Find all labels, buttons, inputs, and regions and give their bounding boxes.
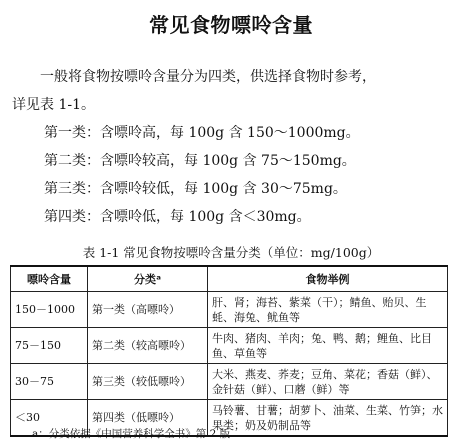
page-title: 常见食物嘌呤含量 (149, 13, 313, 37)
food-examples-cell: 牛肉、猪肉、羊肉；兔、鸭、鹅；鲤鱼、比目鱼、草鱼等 (208, 328, 448, 364)
table-row (11, 328, 448, 364)
header-food-examples: 食物举例 (208, 266, 448, 292)
table-header-row (11, 266, 448, 292)
table-caption: 表 1-1 常见食物按嘌呤含量分类（单位：mg/100g） (82, 245, 380, 260)
table-row (11, 292, 448, 328)
category-3-text: 第三类：含嘌呤较低，每 100g 含 30～75mg。 (44, 181, 347, 197)
purine-table (10, 265, 448, 437)
category-cell: 第一类（高嘌呤） (88, 292, 208, 328)
category-1-text: 第一类：含嘌呤高，每 100g 含 150～1000mg。 (44, 125, 360, 141)
purine-range-cell: 75－150 (11, 328, 88, 364)
header-category: 分类ᵃ (88, 266, 208, 292)
purine-range-cell: 30－75 (11, 364, 88, 400)
category-cell: 第二类（较高嘌呤） (88, 328, 208, 364)
table-footnote: a：分类依据《中国营养科学全书》第 2 版 (32, 428, 231, 440)
purine-range-cell: ＜30 (11, 400, 88, 437)
category-cell: 第四类（低嘌呤） (88, 400, 208, 437)
intro-line-2: 详见表 1-1。 (12, 97, 95, 113)
category-4-text: 第四类：含嘌呤低，每 100g 含＜30mg。 (44, 209, 311, 225)
food-examples-cell: 马铃薯、甘薯；胡萝卜、油菜、生菜、竹笋；水果类；奶及奶制品等 (208, 400, 448, 437)
intro-line-1: 一般将食物按嘌呤含量分为四类，供选择食物时参考， (40, 69, 376, 85)
category-2-text: 第二类：含嘌呤较高，每 100g 含 75～150mg。 (44, 153, 356, 169)
category-cell: 第三类（较低嘌呤） (88, 364, 208, 400)
header-purine-content: 嘌呤含量 (11, 266, 88, 292)
purine-range-cell: 150－1000 (11, 292, 88, 328)
table-row (11, 364, 448, 400)
food-examples-cell: 大米、燕麦、荞麦；豆角、菜花；香菇（鲜）、金针菇（鲜）、口蘑（鲜）等 (208, 364, 448, 400)
food-examples-cell: 肝、肾；海苔、紫菜（干）；鲭鱼、贻贝、生蚝、海兔、鱿鱼等 (208, 292, 448, 328)
